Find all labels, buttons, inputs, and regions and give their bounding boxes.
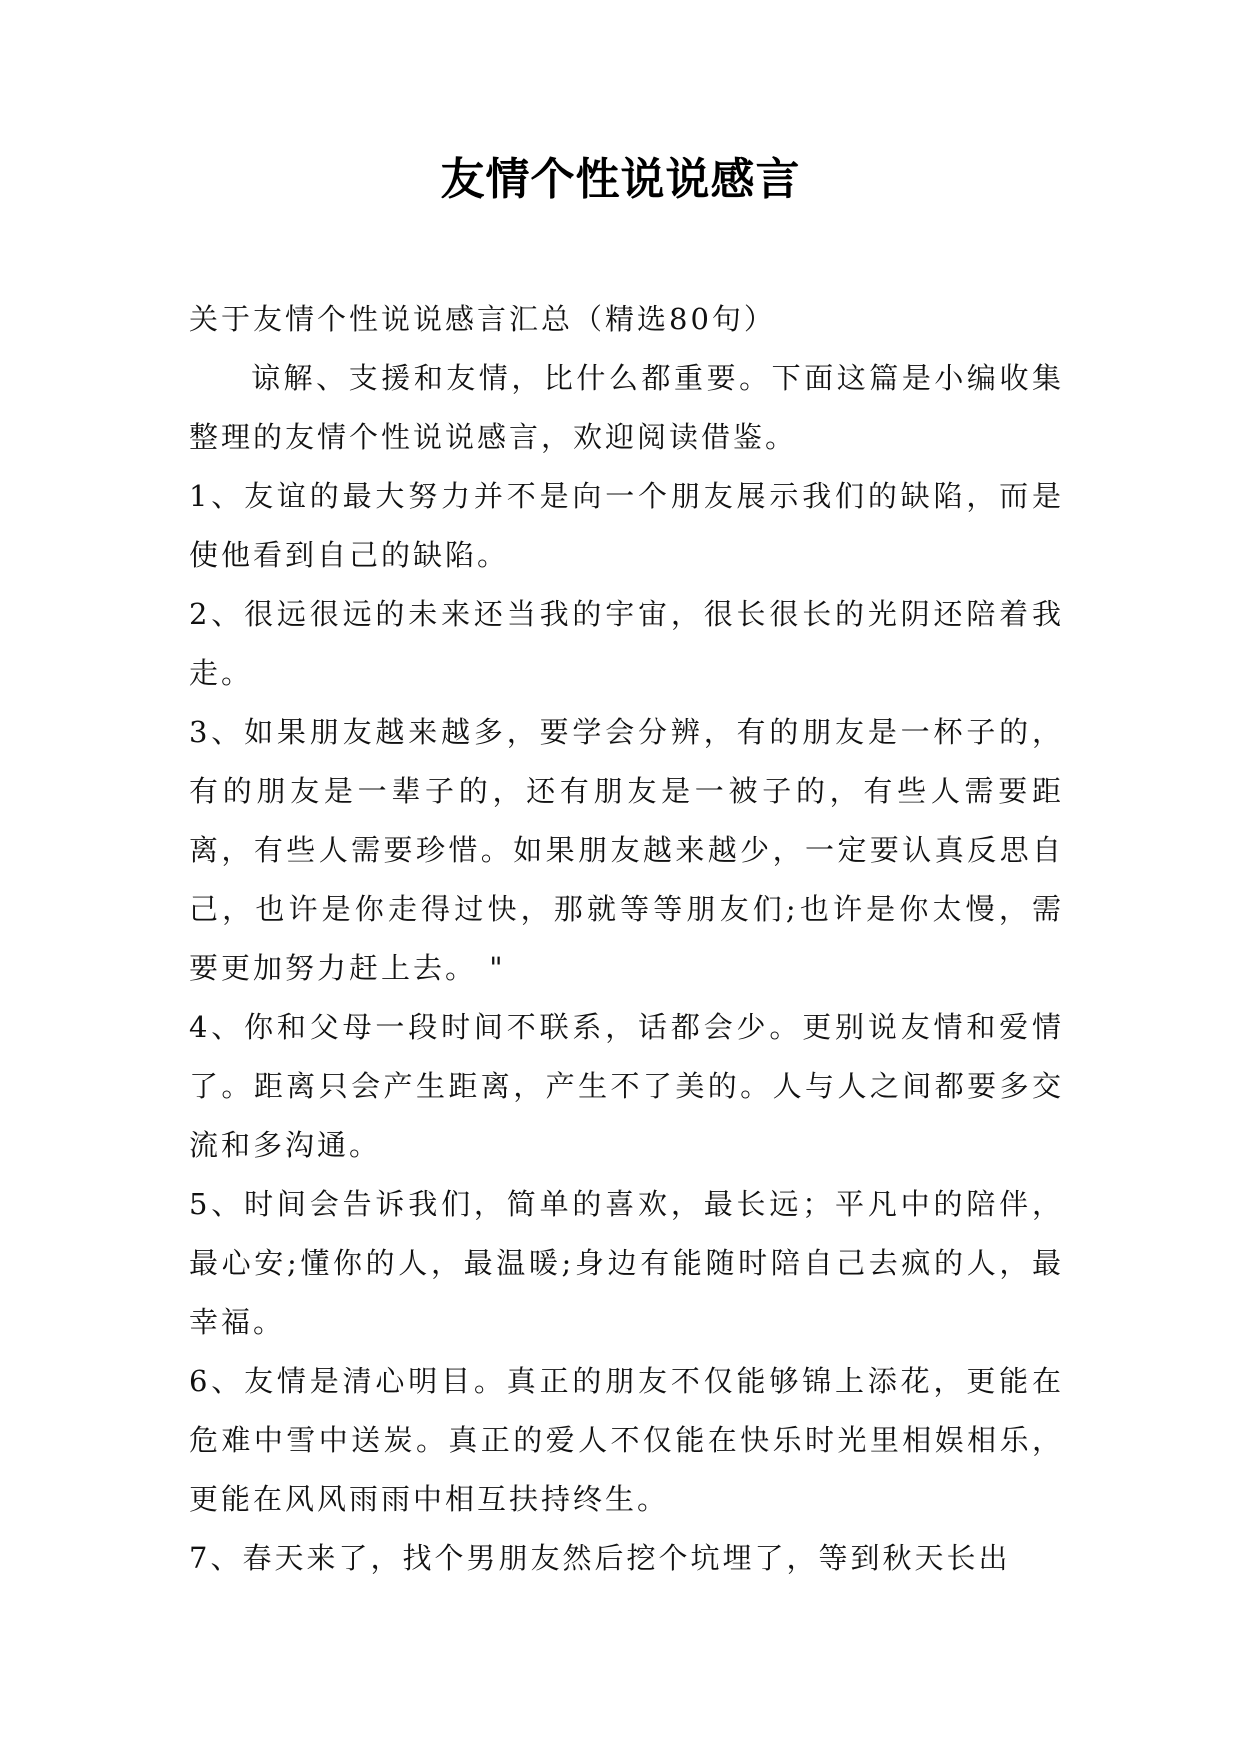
- list-item: 4、你和父母一段时间不联系，话都会少。更别说友情和爱情了。距离只会产生距离，产生不了美的。人与人之间都要多交流和多沟通。: [189, 1010, 1064, 1162]
- list-item: 7、春天来了，找个男朋友然后挖个坑埋了，等到秋天长出: [189, 1541, 1011, 1575]
- list-item: 1、友谊的最大努力并不是向一个朋友展示我们的缺陷，而是使他看到自己的缺陷。: [189, 479, 1064, 572]
- list-item: 2、很远很远的未来还当我的宇宙，很长很长的光阴还陪着我走。: [189, 597, 1064, 690]
- list-item: 5、时间会告诉我们，简单的喜欢，最长远；平凡中的陪伴，最心安;懂你的人，最温暖;身边有能随时陪自己去疯的人，最幸福。: [189, 1187, 1064, 1339]
- document-title: 友情个性说说感言: [440, 154, 801, 205]
- list-item: 3、如果朋友越来越多，要学会分辨，有的朋友是一杯子的，有的朋友是一辈子的，还有朋友是一被子的，有些人需要距离，有些人需要珍惜。如果朋友越来越少，一定要认真反思自己，也许是你走得过快，那就等等朋友们;也许是你太慢，需要更加努力赶上去。 ": [189, 715, 1064, 985]
- document-body: [189, 290, 1064, 1588]
- document-subtitle: 关于友情个性说说感言汇总（精选80句）: [189, 302, 776, 336]
- list-item: 6、友情是清心明目。真正的朋友不仅能够锦上添花，更能在危难中雪中送炭。真正的爱人不仅能在快乐时光里相娱相乐，更能在风风雨雨中相互扶持终生。: [189, 1364, 1064, 1516]
- intro-paragraph: 谅解、支援和友情，比什么都重要。下面这篇是小编收集整理的友情个性说说感言，欢迎阅读借鉴。: [189, 361, 1064, 454]
